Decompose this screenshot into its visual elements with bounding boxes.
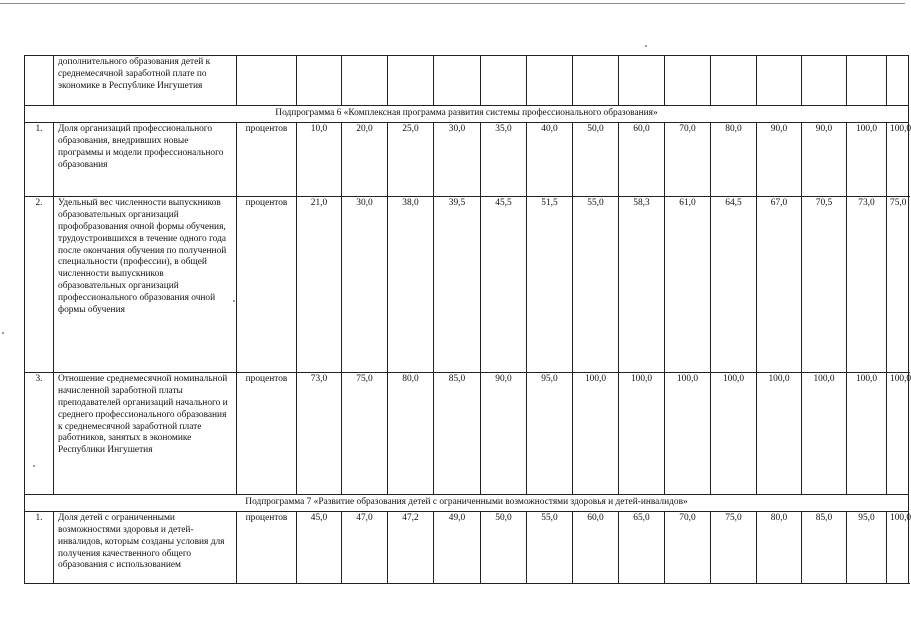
value-cell: 61,0: [665, 196, 711, 372]
unit-cell: процентов: [237, 196, 297, 372]
value-cell: 95,0: [847, 511, 887, 583]
value-cell: 100,0: [847, 122, 887, 196]
table-row: [25, 372, 909, 494]
value-cell: 30,0: [434, 122, 481, 196]
scan-speck: [2, 332, 4, 334]
scan-speck: [233, 300, 235, 302]
indicator-name: дополнительного образования детей к среднемесячной заработной плате по экономике в Республике Ингушетия: [54, 56, 237, 106]
scan-speck: [645, 45, 647, 47]
value-cell: 80,0: [757, 511, 802, 583]
value-cell: 45,5: [481, 196, 527, 372]
value-cell: 100,0: [573, 372, 619, 494]
value-cell: 25,0: [388, 122, 434, 196]
value-cell: 60,0: [619, 122, 665, 196]
value-cell: 55,0: [573, 196, 619, 372]
indicator-name: Удельный вес численности выпускников образовательных организаций профобразования очной формы обучения, трудоустроившихся в течение одного года после окончания обучения по полученной специальности (профессии), в общей численности выпускников образовательных организаций профессионального образования очной формы обучения: [54, 196, 237, 372]
value-cell: 73,0: [847, 196, 887, 372]
value-cell: 47,0: [342, 511, 388, 583]
subprogram-header-row: [25, 494, 909, 511]
scan-speck: [33, 465, 35, 467]
indicator-name: Доля детей с ограниченными возможностями здоровья и детей-инвалидов, которым созданы условия для получения качественного общего образования с использованием: [54, 511, 237, 583]
row-number: 2.: [25, 196, 54, 372]
value-cell: 100,0: [887, 122, 909, 196]
top-border-line: [0, 3, 905, 4]
value-cell: 64,5: [711, 196, 757, 372]
value-cell: 50,0: [573, 122, 619, 196]
value-cell: 70,5: [802, 196, 847, 372]
value-cell: 60,0: [573, 511, 619, 583]
value-cell: 75,0: [711, 511, 757, 583]
value-cell: 70,0: [665, 122, 711, 196]
value-cell: 90,0: [802, 122, 847, 196]
value-cell: 50,0: [481, 511, 527, 583]
value-cell: 85,0: [802, 511, 847, 583]
value-cell: 100,0: [802, 372, 847, 494]
table-row: [25, 56, 909, 106]
value-cell: 100,0: [711, 372, 757, 494]
value-cell: 51,5: [527, 196, 573, 372]
value-cell: 55,0: [527, 511, 573, 583]
table-row: [25, 511, 909, 583]
value-cell: 100,0: [619, 372, 665, 494]
table-row: [25, 122, 909, 196]
value-cell: 10,0: [297, 122, 342, 196]
row-number: 3.: [25, 372, 54, 494]
value-cell: 47,2: [388, 511, 434, 583]
value-cell: 40,0: [527, 122, 573, 196]
value-cell: 100,0: [887, 511, 909, 583]
table-row: [25, 196, 909, 372]
value-cell: 90,0: [481, 372, 527, 494]
value-cell: 75,0: [342, 372, 388, 494]
value-cell: 21,0: [297, 196, 342, 372]
row-number: 1.: [25, 122, 54, 196]
value-cell: 30,0: [342, 196, 388, 372]
value-cell: 100,0: [757, 372, 802, 494]
row-number: 1.: [25, 511, 54, 583]
value-cell: 80,0: [388, 372, 434, 494]
indicator-name: Отношение среднемесячной номинальной начисленной заработной платы преподавателей организаций начального и среднего профессионального образования к среднемесячной заработной плате работников, занятых в экономике Республики Ингушетия: [54, 372, 237, 494]
value-cell: 70,0: [665, 511, 711, 583]
subprogram-header-row: [25, 106, 909, 123]
value-cell: 100,0: [847, 372, 887, 494]
value-cell: 49,0: [434, 511, 481, 583]
value-cell: 100,0: [665, 372, 711, 494]
value-cell: 75,0: [887, 196, 909, 372]
value-cell: 85,0: [434, 372, 481, 494]
value-cell: 80,0: [711, 122, 757, 196]
value-cell: 58,3: [619, 196, 665, 372]
value-cell: 20,0: [342, 122, 388, 196]
value-cell: 90,0: [757, 122, 802, 196]
indicator-name: Доля организаций профессионального образования, внедривших новые программы и модели профессионального образования: [54, 122, 237, 196]
value-cell: 100,0: [887, 372, 909, 494]
unit-cell: процентов: [237, 511, 297, 583]
value-cell: 38,0: [388, 196, 434, 372]
unit-cell: процентов: [237, 372, 297, 494]
value-cell: 67,0: [757, 196, 802, 372]
value-cell: 95,0: [527, 372, 573, 494]
value-cell: 35,0: [481, 122, 527, 196]
value-cell: 65,0: [619, 511, 665, 583]
unit-cell: процентов: [237, 122, 297, 196]
subprogram-7-title: Подпрограмма 7 «Развитие образования детей с ограниченными возможностями здоровья и детей-инвалидов»: [25, 494, 909, 511]
value-cell: 45,0: [297, 511, 342, 583]
row-number: [25, 56, 54, 106]
value-cell: 73,0: [297, 372, 342, 494]
subprogram-6-title: Подпрограмма 6 «Комплексная программа развития системы профессионального образования»: [25, 106, 909, 123]
indicator-table: [24, 55, 909, 584]
value-cell: 39,5: [434, 196, 481, 372]
